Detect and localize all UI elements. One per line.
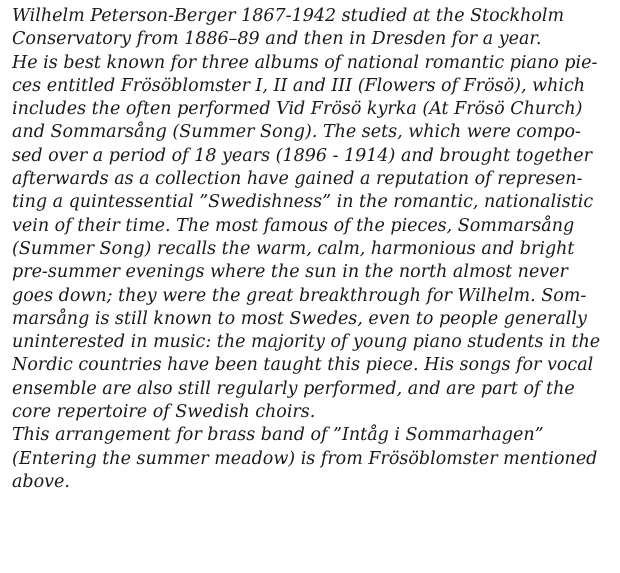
text-block xyxy=(12,5,616,494)
text-line: uninterested in music: the majority of young piano students in the xyxy=(12,332,601,353)
text-line: Conservatory from 1886–89 and then in Dresden for a year. xyxy=(12,29,542,50)
text-line: vein of their time. The most famous of the pieces, Sommarsång xyxy=(12,215,575,236)
paragraph-arrangement xyxy=(12,424,616,494)
text-line: and Sommarsång (Summer Song). The sets, which were compo- xyxy=(12,122,581,143)
text-line: ting a quintessential ”Swedishness” in the romantic, nationalistic xyxy=(12,192,594,213)
paragraph-biography xyxy=(12,5,616,424)
text-line: Wilhelm Peterson-Berger 1867-1942 studied at the Stockholm xyxy=(12,6,565,26)
text-line: This arrangement for brass band of ”Intåg i Sommarhagen” xyxy=(12,425,544,446)
text-line: ensemble are also still regularly performed, and are part of the xyxy=(12,378,575,399)
text-line: goes down; they were the great breakthrough for Wilhelm. Som- xyxy=(12,285,587,306)
text-line: marsång is still known to most Swedes, even to people generally xyxy=(12,308,587,329)
text-line: Nordic countries have been taught this piece. His songs for vocal xyxy=(12,355,594,376)
text-line: ces entitled Frösöblomster I, II and III (Flowers of Frösö), which xyxy=(12,75,586,96)
text-line: pre-summer evenings where the sun in the north almost never xyxy=(12,262,568,283)
text-line: above. xyxy=(12,471,70,492)
text-line: (Entering the summer meadow) is from Frösöblomster mentioned xyxy=(12,448,598,469)
text-line: He is best known for three albums of national romantic piano pie- xyxy=(12,52,598,73)
text-line: core repertoire of Swedish choirs. xyxy=(12,402,316,423)
text-line: sed over a period of 18 years (1896 - 1914) and brought together xyxy=(12,145,593,166)
text-line: afterwards as a collection have gained a reputation of represen- xyxy=(12,169,583,190)
text-line: (Summer Song) recalls the warm, calm, harmonious and bright xyxy=(12,238,575,259)
text-line: includes the often performed Vid Frösö kyrka (At Frösö Church) xyxy=(12,99,583,120)
